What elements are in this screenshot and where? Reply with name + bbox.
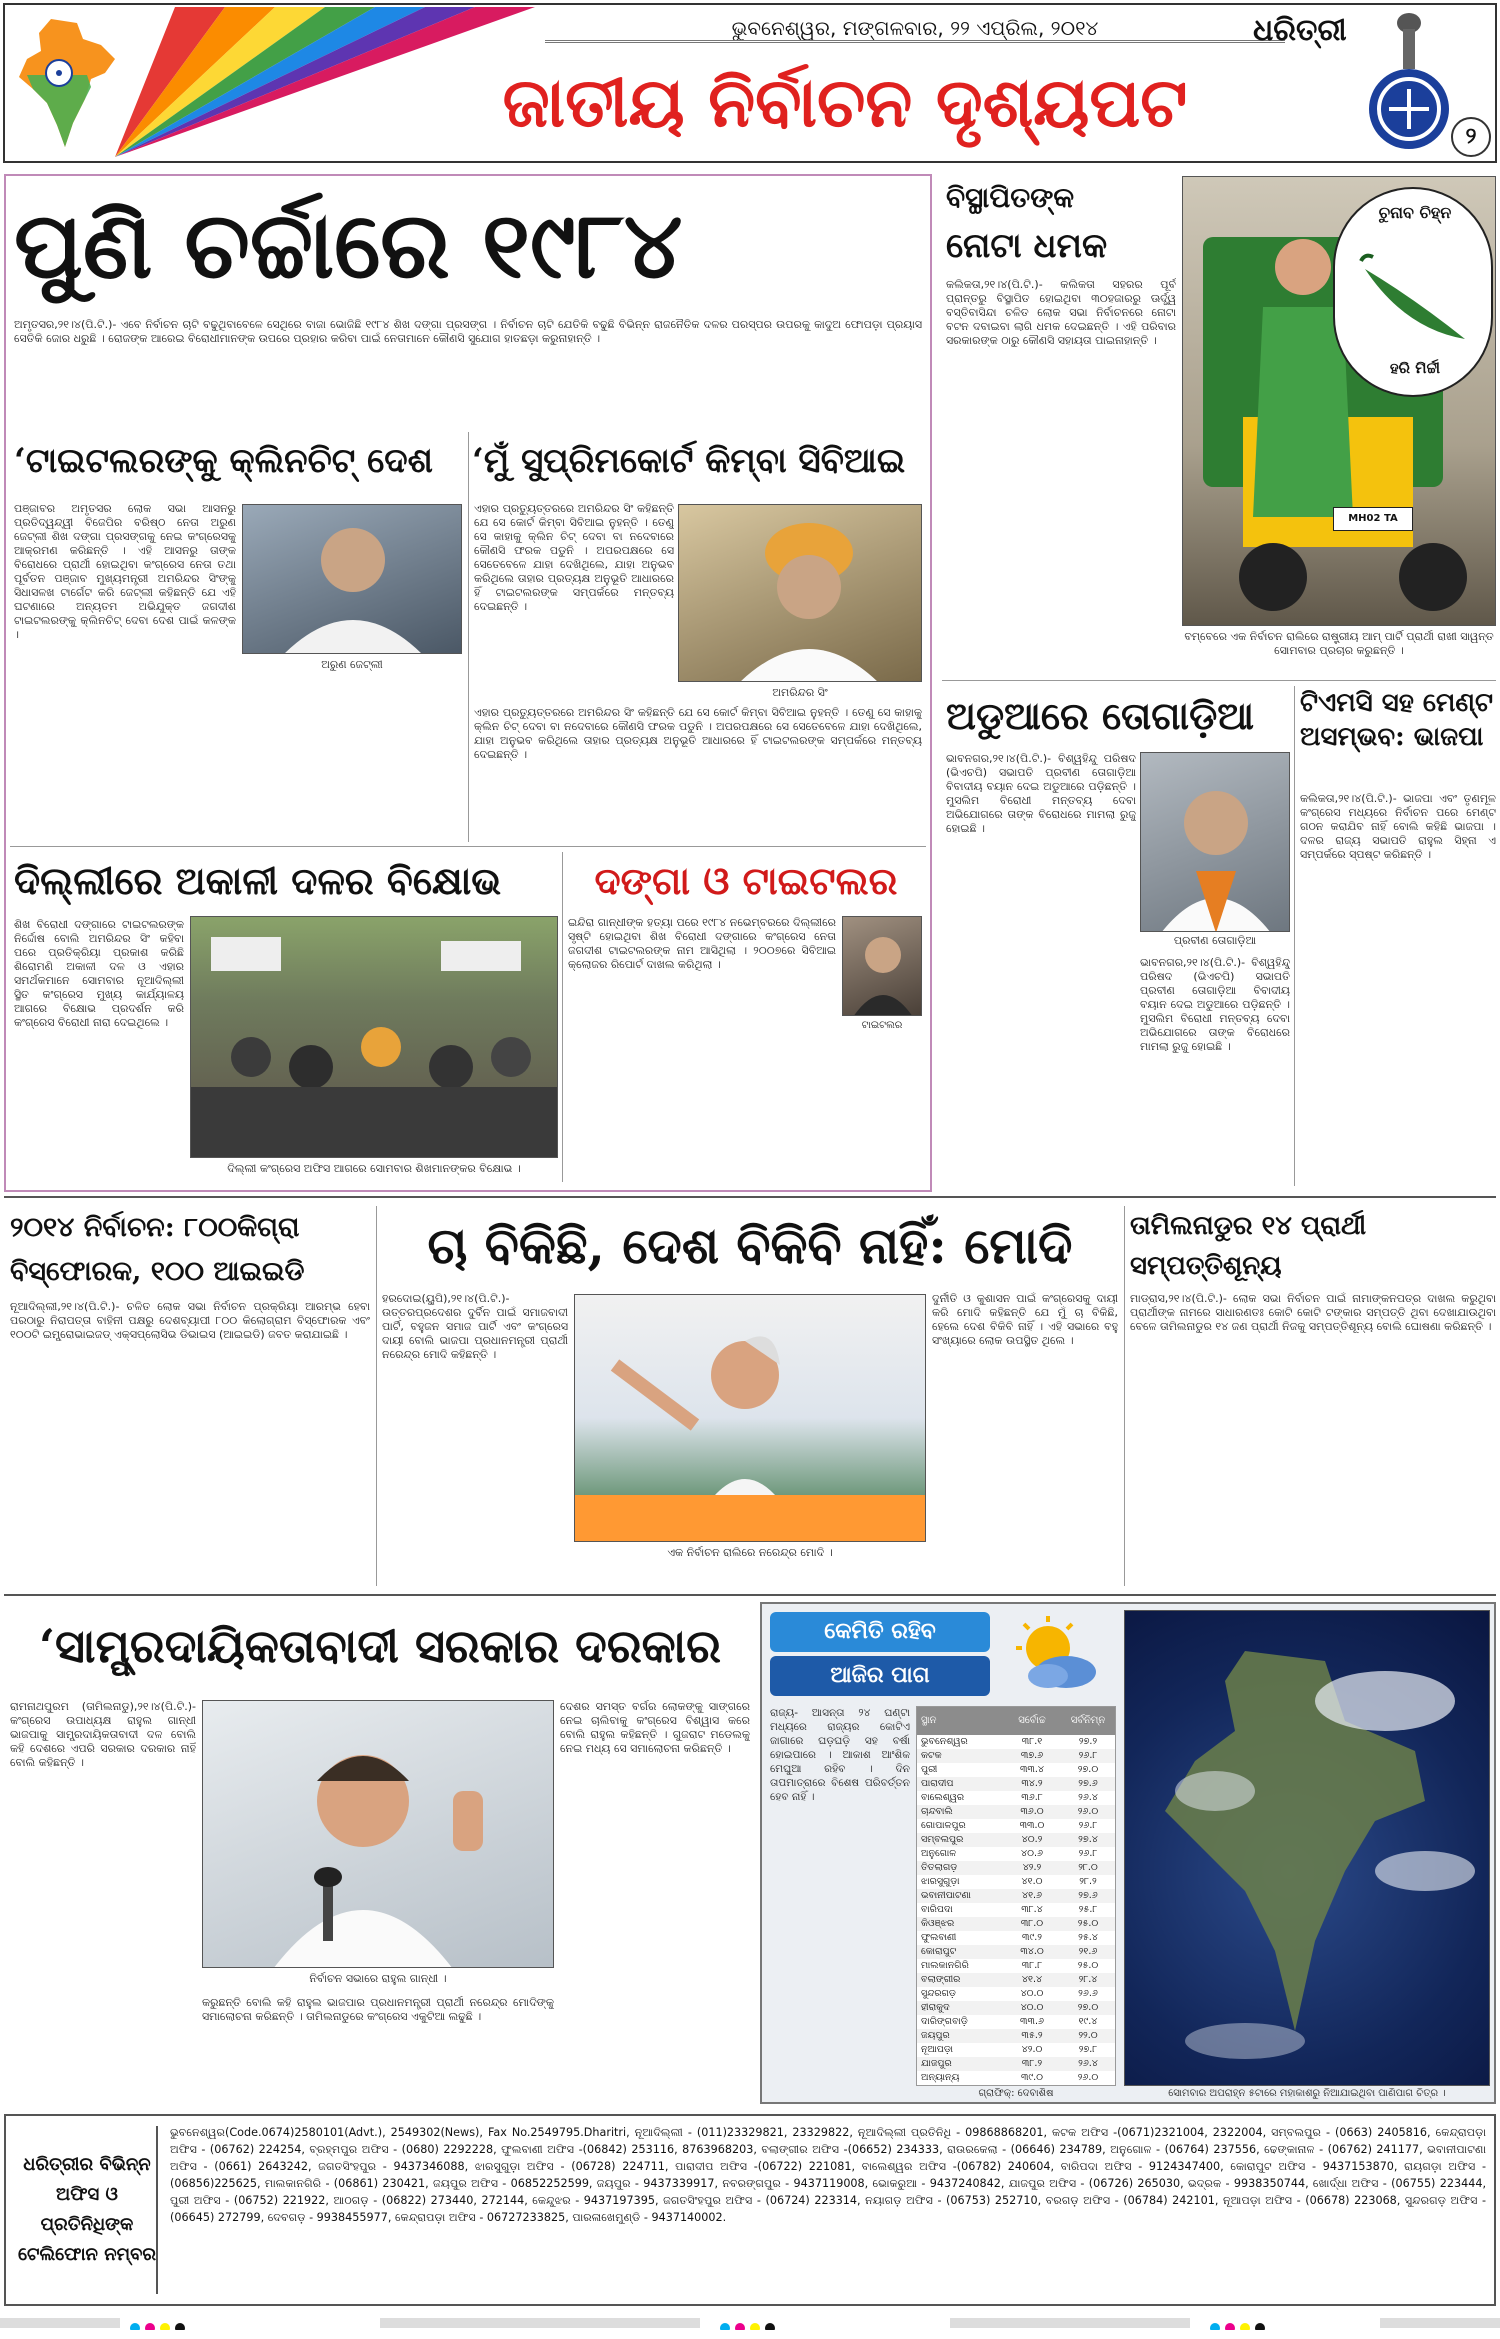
weather-table-row (917, 2015, 1116, 2029)
india-map-logo (11, 15, 123, 155)
weather-min: ୨୮.୨ (1079, 1876, 1097, 1887)
weather-table-row (917, 1931, 1116, 1945)
weather-min: ୨୭.୪ (1078, 1834, 1098, 1845)
weather-table-row (917, 1987, 1116, 2001)
togadia-body: ଭାବନଗର,୨୧।୪(ପି.ଟି.)- ବିଶ୍ୱହିନ୍ଦୁ ପରିଷଦ (ଭିଏଚପି) ସଭାପତି ପ୍ରବୀଣ ତୋଗାଡ଼ିଆ ବିବାଦୀୟ ବୟାନ ଦେଇ ଅଡୁଆରେ ପଡ଼ିଛନ୍ତି । ମୁସଲିମ ବିରୋଧୀ ମନ୍ତବ୍ୟ ଦେବା ଅଭିଯୋଗରେ ତାଙ୍କ ବିରୋଧରେ ମାମଲା ରୁଜୁ ହୋଇଛି । (946, 752, 1136, 835)
number-plate: MH02 TA (1333, 507, 1413, 531)
weather-table-row (917, 1917, 1116, 1931)
rahul-body-3: କରୁଛନ୍ତି ବୋଲି କହି ରାହୁଲ ଭାଜପାର ପ୍ରଧାନମନ୍ତ୍ରୀ ପ୍ରାର୍ଥୀ ନରେନ୍ଦ୍ର ମୋଦିଙ୍କୁ ସମାଲୋଚନା କରିଛନ୍ତି । ତାମିଲନାଡୁରେ କଂଗ୍ରେସ ଏକୁଟିଆ ଲଢୁଛି । (202, 1996, 554, 2023)
weather-min: ୨୨.୦ (1078, 2030, 1098, 2041)
print-bar (380, 2318, 700, 2328)
weather-max: ୩୮.୦ (1020, 1918, 1044, 1929)
weather-min: ୨୭.୬ (1078, 1778, 1098, 1789)
tytler-body: ଇନ୍ଦିରା ଗାନ୍ଧୀଙ୍କ ହତ୍ୟା ପରେ ୧୯୮୪ ନଭେମ୍ବରରେ ଦିଲ୍ଲୀରେ ସୃଷ୍ଟି ହୋଇଥିବା ଶିଖ ବିରୋଧୀ ଦଙ୍ଗାରେ କଂଗ୍ରେସ ନେତା ଜଗଦୀଶ ଟାଇଟଲରଙ୍କ ନାମ ଆସିଥିଲା । ୨୦୦୭ରେ ସିବିଆଇ କ୍ଲୋଜର ରିପୋର୍ଟ ଦାଖଲ କରିଥିଲା । (568, 916, 836, 971)
weather-place: ଅନ୍ୟାନ୍ୟ (921, 2072, 960, 2083)
explosives-body: ନୂଆଦିଲ୍ଲୀ,୨୧।୪(ପି.ଟି.)- ଚଳିତ ଲୋକ ସଭା ନିର୍ବାଚନ ପ୍ରକ୍ରିୟା ଆରମ୍ଭ ହେବା ପରଠାରୁ ନିରାପତ୍ତା ବାହିନୀ ପକ୍ଷରୁ ଦେଶବ୍ୟାପୀ ୮୦୦ କିଲୋଗ୍ରାମ ବିସ୍ଫୋରକ ଏବଂ ୧୦୦ଟି ଇମ୍ପ୍ରୋଭାଇଜଡ୍ ଏକ୍ସପ୍ଲୋସିଭ ଡିଭାଇସ (ଆଇଇଡି) ଜବତ କରାଯାଇଛି । (10, 1300, 370, 1341)
weather-min: ୨୬.୦ (1077, 1806, 1099, 1817)
weather-min: ୨୫.୦ (1077, 1960, 1099, 1971)
weather-table-row (917, 1749, 1116, 1763)
weather-place: ଦାରିଙ୍ଗବାଡ଼ି (921, 2016, 968, 2027)
masthead (3, 3, 1497, 163)
rahul-body-1: ରାମନାଥପୁରମ (ତାମିଲନାଡୁ),୨୧।୪(ପି.ଟି.)- କଂଗ୍ରେସ ଉପାଧ୍ୟକ୍ଷ ରାହୁଲ ଗାନ୍ଧୀ ଭାଜପାକୁ ସାମ୍ପ୍ରଦାୟିକତାବାଦୀ ଦଳ ବୋଲି କହି ଦେଶରେ ଏପରି ସରକାର ଦରକାର ନାହିଁ ବୋଲି କହିଛନ୍ତି । (10, 1700, 196, 1769)
color-dots (130, 2318, 210, 2330)
print-marks (0, 2314, 1500, 2336)
weather-table-row (917, 1819, 1116, 1833)
weather-table-row (917, 1903, 1116, 1917)
akali-protest-photo (190, 916, 558, 1158)
jaitley-headline: ‘ଟାଇଟଲରଙ୍କୁ କ୍ଲିନଚିଟ୍ ଦେଶ (14, 441, 433, 481)
weather-min: ୨୧.୬ (1078, 1946, 1098, 1957)
candidate-autorickshaw-photo (1182, 176, 1496, 626)
weather-max: ୪୦.୨ (1021, 1834, 1043, 1845)
footer-title: ଧରିତ୍ରୀର ବିଭିନ୍ନ ଅଫିସ ଓ ପ୍ରତିନିଧିଙ୍କ ଟେଲିଫୋନ ନମ୍ବର (18, 2154, 157, 2265)
weather-max: ୩୩.୪ (1019, 1764, 1045, 1775)
header-place: ସ୍ଥାନ (921, 1715, 937, 1726)
portrait-silhouette-icon (679, 505, 922, 682)
candidate-caption: ବମ୍ବେରେ ଏକ ନିର୍ବାଚନ ରାଲିରେ ରାଷ୍ଟ୍ରୀୟ ଆମ୍ ପାର୍ଟି ପ୍ରାର୍ଥୀ ରାଖୀ ସାୱନ୍ତ ସୋମବାର ପ୍ରଚାର କରୁଛନ୍ତି । (1184, 630, 1494, 657)
weather-table-row (917, 1833, 1116, 1847)
weather-place: ଭବାନୀପାଟଣା (921, 1890, 971, 1901)
rahul-caption: ନିର୍ବାଚନ ସଭାରେ ରାହୁଲ ଗାନ୍ଧୀ । (309, 1972, 447, 1985)
weather-table-row (917, 1791, 1116, 1805)
portrait-silhouette-icon (243, 505, 462, 654)
weather-max: ୩୯.୨ (1022, 1932, 1042, 1943)
weather-table-row (917, 1973, 1116, 1987)
tytler-photo (842, 916, 922, 1016)
weather-max: ୪୨.୦ (1021, 2044, 1043, 2055)
explosives-headline: ୨୦୧୪ ନିର୍ବାଚନ: ୮୦୦କିଗ୍ରା ବିସ୍ଫୋରକ, ୧୦୦ ଆଇଇଡି (10, 1212, 305, 1287)
color-dots (1210, 2318, 1290, 2330)
weather-min: ୨୭.୮ (1078, 2044, 1098, 2055)
weather-table-row (917, 2029, 1116, 2043)
footer-title-box (18, 2126, 158, 2294)
section-rule (942, 680, 1496, 681)
togadia-headline: ଅଡୁଆରେ ତୋଗାଡ଼ିଆ (946, 693, 1255, 738)
akali-headline: ଦିଲ୍ଲୀରେ ଅକାଳୀ ଦଳର ବିକ୍ଷୋଭ (14, 858, 502, 903)
page-number: ୨ (1451, 117, 1491, 157)
weather-table-row (917, 1875, 1116, 1889)
tamilnadu-body: ମାଡ୍ରାସ,୨୧।୪(ପି.ଟି.)- ଲୋକ ସଭା ନିର୍ବାଚନ ପାଇଁ ନାମାଙ୍କନପତ୍ର ଦାଖଲ କରୁଥିବା ପ୍ରାର୍ଥୀଙ୍କ ନାମରେ ସାଧାରଣତଃ କୋଟି କୋଟି ଟଙ୍କାର ସମ୍ପତ୍ତି ଥିବା ଦେଖାଯାଉଥିବା ବେଳେ ତାମିଲନାଡୁର ୧୪ ଜଣ ପ୍ରାର୍ଥୀ ନିଜକୁ ସମ୍ପତ୍ତିଶୂନ୍ୟ ବୋଲି ଘୋଷଣା କରିଛନ୍ତି । (1130, 1292, 1496, 1333)
tamilnadu-headline: ତାମିଲନାଡୁର ୧୪ ପ୍ରାର୍ଥୀ ସମ୍ପତ୍ତିଶୂନ୍ୟ (1130, 1211, 1367, 1281)
akali-body: ଶିଖ ବିରୋଧୀ ଦଙ୍ଗାରେ ଟାଇଟଲରଙ୍କ ନିର୍ଦ୍ଦୋଷ ବୋଲି ଅମରିନ୍ଦର ସିଂ କହିବା ପରେ ପ୍ରତିକ୍ରିୟା ପ୍ରକାଶ କରିଛି ଶିରୋମଣି ଅକାଳୀ ଦଳ ଓ ଏହାର ସମର୍ଥକମାନେ ସୋମବାର ନୂଆଦିଲ୍ଲୀ ସ୍ଥିତ କଂଗ୍ରେସ ମୁଖ୍ୟ କାର୍ଯ୍ୟାଳୟ ଆଗରେ ବିକ୍ଷୋଭ ପ୍ରଦର୍ଶନ କରି କଂଗ୍ରେସ ବିରୋଧୀ ନାରା ଦେଇଥିଲେ । (14, 918, 184, 1029)
tytler-caption: ଟାଇଟଲର (861, 1020, 903, 1031)
lead-headline: ପୁଣି ଚର୍ଚ୍ଚାରେ ୧୯୮୪ (14, 191, 683, 299)
rahul-headline: ‘ସାମ୍ପ୍ରଦାୟିକତାବାଦୀ ସରକାର ଦରକାର (38, 1619, 722, 1673)
weather-place: ଫୁଲବାଣୀ (921, 1932, 957, 1943)
nota-headline: ନୋଟା ଧମକ (946, 226, 1108, 266)
weather-table-row (917, 1735, 1116, 1749)
weather-min: ୨୭.୦ (1077, 2002, 1099, 2013)
weather-max: ୩୮.୪ (1021, 1904, 1043, 1915)
amarinder-headline: ‘ମୁଁ ସୁପ୍ରିମକୋର୍ଟ କିମ୍ବା ସିବିଆଇ (472, 441, 906, 481)
weather-table-row (917, 1763, 1116, 1777)
weather-max: ୪୨.୨ (1022, 1862, 1042, 1873)
weather-min: ୨୬.୪ (1078, 1792, 1098, 1803)
weather-table-row (917, 1945, 1116, 1959)
weather-text: ରାଜ୍ୟ- ଆସନ୍ତା ୨୪ ଘଣ୍ଟା ମଧ୍ୟରେ ରାଜ୍ୟର କୋଟିଏ ଜାଗାରେ ଘଡ଼ଘଡ଼ି ସହ ବର୍ଷା ହୋଇପାରେ । ଆକାଶ ଆଂଶିକ ମେଘୁଆ ରହିବ । ଦିନ ତାପମାତ୍ରାରେ ବିଶେଷ ପରିବର୍ତ୍ତନ ହେବ ନାହିଁ । (770, 1707, 910, 1803)
green-chilli-icon (1355, 239, 1475, 349)
weather-max: ୩୭.୬ (1020, 1750, 1044, 1761)
weather-place: ପାରାଦୀପ (921, 1778, 954, 1789)
weather-place: କିଓଞ୍ଝର (921, 1918, 955, 1929)
weather-place: କୋରାପୁଟ (921, 1946, 957, 1957)
weather-min: ୨୮.୦ (1078, 1862, 1098, 1873)
print-bar (0, 2318, 120, 2328)
weather-place: ସମ୍ବଲପୁର (921, 1834, 964, 1845)
weather-max: ୩୮.୮ (1021, 1960, 1043, 1971)
portrait-silhouette-icon (843, 917, 922, 1016)
weather-max: ୪୧.୬ (1021, 1890, 1043, 1901)
color-dots (720, 2318, 800, 2330)
weather-place: ବଲାଙ୍ଗୀର (921, 1974, 961, 1985)
modi-rally-photo (574, 1294, 926, 1542)
amarinder-caption: ଅମରିନ୍ଦର ସିଂ (772, 686, 828, 699)
tytler-headline: ଦଙ୍ଗା ଓ ଟାଇଟଲର (594, 858, 898, 903)
rally-speaker-icon (575, 1295, 926, 1542)
weather-place: ସୁନ୍ଦରଗଡ଼ (921, 1988, 956, 1999)
weather-place: ଝାରସୁଗୁଡ଼ା (921, 1876, 960, 1887)
graph-credit: ଗ୍ରାଫିକ୍: ଦେବାଶିଷ (978, 2088, 1054, 2099)
portrait-silhouette-icon (1141, 753, 1290, 932)
weather-place: ଜୟପୁର (921, 2030, 950, 2041)
weather-table-row (917, 2071, 1116, 2085)
sign-label: ହରି ମିର୍ଚ୍ଚୀ (1389, 359, 1441, 377)
weather-max: ୩୩.୦ (1019, 1820, 1045, 1831)
weather-max: ୪୦.୦ (1020, 1988, 1044, 1999)
rahul-body-2: ଦେଶର ସମସ୍ତ ବର୍ଗର ଲୋକଙ୍କୁ ସାଙ୍ଗରେ ନେଇ ଚାଲିବାକୁ କଂଗ୍ରେସ ବିଶ୍ୱାସ କରେ ବୋଲି ରାହୁଲ କହିଛନ୍ତି । ଗୁଜରାଟ ମଡେଲକୁ ନେଇ ମଧ୍ୟ ସେ ସମାଲୋଚନା କରିଛନ୍ତି । (560, 1700, 750, 1755)
modi-body-2: ଦୁର୍ନୀତି ଓ କୁଶାସନ ପାଇଁ କଂଗ୍ରେସକୁ ଦାୟୀ କରି ମୋଦି କହିଛନ୍ତି ଯେ ମୁଁ ଚା ବିକିଛି, ହେଲେ ଦେଶ ବିକିବି ନାହିଁ । ଏହି ସଭାରେ ବହୁ ସଂଖ୍ୟାରେ ଲୋକ ଉପସ୍ଥିତ ଥିଲେ । (932, 1292, 1118, 1347)
weather-table-row (917, 1861, 1116, 1875)
satellite-india-icon (1125, 1611, 1490, 2086)
amarinder-body: ଏହାର ପ୍ରତ୍ୟୁତ୍ତରରେ ଅମରିନ୍ଦର ସିଂ କହିଛନ୍ତି ଯେ ସେ କୋର୍ଟ କିମ୍ବା ସିବିଆଇ ନୁହନ୍ତି । ତେଣୁ ସେ କାହାକୁ କ୍ଲିନ ଚିଟ୍ ଦେବା ବା ନଦେବାରେ କୌଣସି ଫରକ ପଡୁନି । ଅପରପକ୍ଷରେ ସେ ସେତେବେଳେ ଯାହା ଦେଖିଥିଲେ, ଯାହା ଅନୁଭବ କରିଥିଲେ ତାହାର ପ୍ରତ୍ୟକ୍ଷ ଅନୁଭୂତି ଆଧାରରେ ହିଁ ଟାଇଟଲରଙ୍କ ସମ୍ପର୍କରେ ମନ୍ତବ୍ୟ ଦେଇଛନ୍ତି । (474, 502, 674, 613)
lead-intro: ଅମୃତସର,୨୧।୪(ପି.ଟି.)- ଏବେ ନିର୍ବାଚନ ଚାଟି ବଢୁଥିବାବେଳେ ସେଥିରେ ବାଜା ଭୋଜିଛି ୧୯୮୪ ଶିଖ ଦଙ୍ଗା ପ୍ରସଙ୍ଗ । ନିର୍ବାଚନ ଚାଟି ଯେତିକି ବଢୁଛି ବିଭିନ୍ନ ରାଜନୈତିକ ଦଳର ପରସ୍ପର ଉପରକୁ କାଦୁଅ ଫୋପଡ଼ା ପ୍ରୟାସ ସେତିକି ଜୋର ଧରୁଛି । ରୋଜଙ୍କ ଆରେଇ ବିରୋଧୀମାନଙ୍କ ଉପରେ ପ୍ରହାର କରିବା ପାଇଁ ନେତାମାନେ କୌଣସି ସୁଯୋଗ ହାତଛଡ଼ା କରୁନାହାନ୍ତି । (14, 318, 922, 345)
weather-title-line2: ଆଜିର ପାଗ (770, 1656, 990, 1696)
section-rule (10, 846, 926, 847)
tmc-body: କଲିକତା,୨୧।୪(ପି.ଟି.)- ଭାଜପା ଏବଂ ତୃଣମୂଳ କଂଗ୍ରେସ ମଧ୍ୟରେ ନିର୍ବାଚନ ପରେ ମେଣ୍ଟ ଗଠନ କରାଯିବ ନାହିଁ ବୋଲି କହିଛି ଭାଜପା । ଦଳର ରାଜ୍ୟ ସଭାପତି ରାହୁଲ ସିହ୍ନା ଏ ସମ୍ପର୍କରେ ସ୍ପଷ୍ଟ କରିଛନ୍ତି । (1300, 792, 1496, 861)
weather-place: ଯାଜପୁର (921, 2058, 952, 2069)
weather-max: ୩୪.୨ (1021, 1778, 1043, 1789)
weather-min: ୨୫.୦ (1077, 1918, 1099, 1929)
amarinder-body-more: ଏହାର ପ୍ରତ୍ୟୁତ୍ତରରେ ଅମରିନ୍ଦର ସିଂ କହିଛନ୍ତି ଯେ ସେ କୋର୍ଟ କିମ୍ବା ସିବିଆଇ ନୁହନ୍ତି । ତେଣୁ ସେ କାହାକୁ କ୍ଲିନ ଚିଟ୍ ଦେବା ବା ନଦେବାରେ କୌଣସି ଫରକ ପଡୁନି । ଅପରପକ୍ଷରେ ସେ ସେତେବେଳେ ଯାହା ଦେଖିଥିଲେ, ଯାହା ଅନୁଭବ କରିଥିଲେ ତାହାର ପ୍ରତ୍ୟକ୍ଷ ଅନୁଭୂତି ଆଧାରରେ ହିଁ ଟାଇଟଲରଙ୍କ ସମ୍ପର୍କରେ ମନ୍ତବ୍ୟ ଦେଇଛନ୍ତି । (474, 706, 922, 761)
weather-max: ୩୯.୦ (1020, 2072, 1044, 2083)
weather-title-box (770, 1612, 1110, 1698)
togadia-body-more: ଭାବନଗର,୨୧।୪(ପି.ଟି.)- ବିଶ୍ୱହିନ୍ଦୁ ପରିଷଦ (ଭିଏଚପି) ସଭାପତି ପ୍ରବୀଣ ତୋଗାଡ଼ିଆ ବିବାଦୀୟ ବୟାନ ଦେଇ ଅଡୁଆରେ ପଡ଼ିଛନ୍ତି । ମୁସଲିମ ବିରୋଧୀ ମନ୍ତବ୍ୟ ଦେବା ଅଭିଯୋଗରେ ତାଙ୍କ ବିରୋଧରେ ମାମଲା ରୁଜୁ ହୋଇଛି । (1140, 956, 1290, 1053)
weather-min: ୨୭.୦ (1077, 1764, 1099, 1775)
weather-max: ୪୧.୪ (1021, 1974, 1043, 1985)
weather-max: ୪୦.୦ (1020, 2002, 1044, 2013)
weather-min: ୨୭.୨ (1078, 1736, 1098, 1747)
weather-max: ୩୫.୨ (1021, 2030, 1043, 2041)
weather-max: ୩୩.୬ (1020, 2016, 1044, 2027)
weather-table-row (917, 1805, 1116, 1819)
column-rule (562, 852, 563, 1182)
sign-board (1333, 187, 1493, 397)
weather-min: ୨୬.୪ (1078, 2058, 1098, 2069)
weather-table-row (917, 2001, 1116, 2015)
amarinder-body-cont (474, 706, 922, 842)
weather-place: ହୀରାକୁଦ (921, 2002, 950, 2013)
weather-max: ୩୪.୦ (1020, 1946, 1044, 1957)
rahul-photo (202, 1700, 554, 1968)
ballot-stamp-logo (1361, 9, 1457, 159)
togadia-photo (1140, 752, 1290, 932)
togadia-caption: ପ୍ରବୀଣ ତୋଗାଡ଼ିଆ (1173, 934, 1257, 947)
weather-place: ତିତଲାଗଡ଼ (921, 1862, 958, 1873)
crowd-icon (191, 917, 558, 1158)
satellite-map (1124, 1610, 1490, 2086)
weather-max: ୩୬.୮ (1021, 1792, 1043, 1803)
weather-min: ୧୯.୪ (1078, 2016, 1098, 2027)
weather-table (916, 1706, 1116, 2086)
band-rule (4, 1594, 1496, 1596)
dateline: ଭୁବନେଶ୍ୱର, ମଙ୍ଗଳବାର, ୨୨ ଏପ୍ରିଲ, ୨୦୧୪ (731, 16, 1099, 40)
weather-table-row (917, 2043, 1116, 2057)
rahul-speaking-icon (203, 1701, 554, 1968)
modi-headline: ଚା ବିକିଛି, ଦେଶ ବିକିବି ନାହିଁ: ମୋଦି (427, 1216, 1073, 1275)
weather-table-row (917, 1777, 1116, 1791)
weather-min: ୨୬.୦ (1077, 2072, 1099, 2083)
weather-min: ୨୬.୮ (1078, 1820, 1098, 1831)
sun-cloud-icon (1002, 1614, 1102, 1694)
sign-title: ଚୁନାବ ଚିହ୍ନ (1378, 203, 1452, 222)
weather-min: ୨୬.୬ (1078, 1988, 1098, 1999)
print-bar (950, 2318, 1190, 2328)
paper-name: ଧରିତ୍ରୀ (1253, 13, 1347, 48)
togadia-body-cont (1140, 956, 1290, 1182)
jaitley-caption: ଅରୁଣ ଜେଟ୍ଲୀ (321, 658, 383, 671)
jaitley-photo (242, 504, 462, 654)
weather-min: ୨୫.୮ (1078, 1904, 1098, 1915)
weather-place: ନୂଆପଡ଼ା (921, 2044, 954, 2055)
column-rule (376, 1206, 377, 1586)
weather-table-rows (917, 1735, 1116, 2085)
weather-place: ଗୋପାଳପୁର (921, 1820, 966, 1831)
column-rule (1124, 1206, 1125, 1586)
jaitley-body: ପଞ୍ଜାବର ଅମୃତସର ଲୋକ ସଭା ଆସନରୁ ପ୍ରତିଦ୍ୱନ୍ଦ୍ୱୀ ବିଜେପିର ବରିଷ୍ଠ ନେତା ଅରୁଣ ଜେଟ୍ଲୀ ଶିଖ ଦଙ୍ଗା ପ୍ରସଙ୍ଗକୁ ନେଇ କଂଗ୍ରେସକୁ ଆକ୍ରମଣ କରିଛନ୍ତି । ଏହି ଆସନରୁ ତାଙ୍କ ବିରୋଧରେ ପ୍ରାର୍ଥୀ ହୋଇଥିବା କଂଗ୍ରେସ ନେତା ତଥା ପୂର୍ବତନ ପଞ୍ଜାବ ମୁଖ୍ୟମନ୍ତ୍ରୀ ଅମରିନ୍ଦର ସିଂଙ୍କୁ ସିଧାସଳଖ ଟାର୍ଗେଟ କରି ଜେଟ୍ଲୀ କହିଛନ୍ତି ଯେ ଏହି ଘଟଣାରେ ଅନ୍ୟତମ ଅଭିଯୁକ୍ତ ଜଗଦୀଶ ଟାଇଟଲରଙ୍କୁ କ୍ଲିନଚିଟ୍ ଦେବା ଦେଶ ପାଇଁ କଳଙ୍କ । (14, 502, 236, 641)
weather-table-header (917, 1707, 1116, 1735)
weather-place: ବାଲେଶ୍ୱର (921, 1792, 965, 1803)
weather-place: ଭୁବନେଶ୍ୱର (921, 1736, 968, 1747)
weather-place: ଚାନ୍ଦବାଲି (921, 1806, 953, 1817)
weather-place: ପୁରୀ (921, 1764, 938, 1775)
header-max: ସର୍ବୋଚ୍ଚ (1018, 1715, 1046, 1726)
weather-title-line1: କେମିତି ରହିବ (770, 1612, 990, 1652)
weather-place: କଟକ (921, 1750, 942, 1761)
column-rule (468, 432, 469, 842)
weather-max: ୩୮.୧ (1021, 1736, 1043, 1747)
weather-min: ୨୬.୮ (1078, 1848, 1098, 1859)
modi-body-1: ହରଦୋଇ(ୟୁପି),୨୧।୪(ପି.ଟି.)- ଉତ୍ତରପ୍ରଦେଶର ଦୁର୍ବିନ ପାଇଁ ସମାଜବାଦୀ ପାର୍ଟି, ବହୁଜନ ସମାଜ ପାର୍ଟି ଏବଂ କଂଗ୍ରେସ ଦାୟୀ ବୋଲି ଭାଜପା ପ୍ରଧାନମନ୍ତ୍ରୀ ପ୍ରାର୍ଥୀ ନରେନ୍ଦ୍ର ମୋଦି କହିଛନ୍ତି । (382, 1292, 568, 1361)
amarinder-photo (678, 504, 922, 682)
weather-table-row (917, 1847, 1116, 1861)
dateline-bar (545, 13, 1285, 43)
weather-max: ୪୧.୦ (1021, 1876, 1043, 1887)
weather-place: ଅନୁଗୋଳ (921, 1848, 957, 1859)
nota-kicker: ବିସ୍ଥାପିତଙ୍କ (946, 181, 1075, 214)
weather-max: ୪୦.୬ (1021, 1848, 1043, 1859)
weather-max: ୩୮.୨ (1021, 2058, 1043, 2069)
weather-place: ବାରିପଦା (921, 1904, 953, 1915)
section-title: ଜାତୀୟ ନିର୍ବାଚନ ଦୃଶ୍ୟପଟ (502, 63, 1188, 143)
weather-table-row (917, 1889, 1116, 1903)
weather-place: ମାଲକାନଗିରି (921, 1960, 969, 1971)
weather-table-row (917, 2057, 1116, 2071)
footer-contacts: ଭୁବନେଶ୍ୱର(Code.0674)2580101(Advt.), 2549302(News), Fax No.2549795.Dharitri, ନୂଆଦିଲ୍ଲୀ - (011)23329821, 23329822, ନୂଆଦିଲ୍ଲୀ ପ୍ରତିନିଧି - 09868868201, କଟକ ଅଫିସ -(0671)2321004, 2322004, ସମ୍ବଲପୁର - (0663) 2405816, କେନ୍ଦ୍ରାପଡ଼ା ଅଫିସ - (06762) 224254, ବ୍ରହ୍ମପୁର ଅଫିସ - (0680) 2292228, ଫୁଲବାଣୀ ଅଫିସ -(06842) 253116, 8763968203, ବଲାଙ୍ଗୀର ଅଫିସ -(06652) 234333, ରାଉରକେଲା - (06646) 234789, ଅନୁଗୋଳ - (06764) 237556, ଢେଙ୍କାନାଳ - (06762) 241177, ଭବାନୀପାଟଣା ଅଫିସ - (0661) 2643242, ଜଗତସିଂହପୁର - 9437346088, ଝାରସୁଗୁଡ଼ା ଅଫିସ - (06728) 224711, ପାରାଦୀପ ଅଫିସ -(06722) 221081, ବାଲେଶ୍ୱର ଅଫିସ -(06782) 240604, ବାରିପଦା ଅଫିସ - 9124347400, କୋରାପୁଟ ଅଫିସ - 9437153870, ରାୟଗଡ଼ା ଅଫିସ - (06856)225625, ମାଲକାନଗିରି - (06861) 230421, ଜୟପୁର ଅଫିସ - 06852252599, ଜୟପୁର - 9437339917, ନବରଙ୍ଗପୁର - 9437119008, ଭୋକରୁଆ - 9437240842, ଯାଜପୁର ଅଫିସ - (06726) 265030, ଭଦ୍ରକ - 9938350744, ଖୋର୍ଦ୍ଧା ଅଫିସ - (06755) 223444, ପୁରୀ ଅଫିସ - (06752) 221922, ଆଠଗଡ଼ - (06822) 273440, 272144, କେନ୍ଦୁଝର - 9437197395, ଜଗତସିଂହପୁର ଅଫିସ - (06724) 223314, ନୟାଗଡ଼ ଅଫିସ - (06753) 252710, ବରଗଡ଼ ଅଫିସ - (06784) 242101, ନୂଆପଡ଼ା ଅଫିସ - (06678) 223068, ସୁନ୍ଦରଗଡ଼ ଅଫିସ - (06645) 272799, ଦେବଗଡ଼ - 9938455977, କେନ୍ଦ୍ରାପଡ଼ା ଅଫିସ - 06727233825, ପାରଳାଖେମୁଣ୍ଡି - 9437140002. (170, 2126, 1486, 2224)
header-min: ସର୍ବନିମ୍ନ (1070, 1715, 1106, 1726)
nota-body: କଲିକତା,୨୧।୪(ପି.ଟି.)- କଲିକତା ସହରର ପୂର୍ବ ପ୍ରାନ୍ତରୁ ବିସ୍ଥାପିତ ହୋଇଥିବା ୩୦ହଜାରରୁ ଊର୍ଦ୍ଧ୍ୱ ବସ୍ତିବାସିନ୍ଦା ଚଳିତ ଲୋକ ସଭା ନିର୍ବାଚନରେ ନୋଟା ବଟନ ଦବାଇବା ଲାଗି ଧମକ ଦେଇଛନ୍ତି । ଏହି ପରିବାର ସରକାରଙ୍କ ଠାରୁ କୌଣସି ସହାୟତା ପାଇନାହାନ୍ତି । (946, 278, 1176, 347)
satellite-caption: ସୋମବାର ଅପରାହ୍ନ ୫ଟାରେ ମହାକାଶରୁ ନିଆଯାଇଥିବା ପାଣିପାଗ ଚିତ୍ର । (1168, 2088, 1446, 2099)
weather-max: ୩୬.୦ (1020, 1806, 1044, 1817)
print-bar (1380, 2318, 1500, 2328)
band-rule (4, 1196, 1496, 1198)
weather-min: ୨୬.୮ (1078, 1750, 1098, 1761)
weather-table-row (917, 1959, 1116, 1973)
akali-caption: ଦିଲ୍ଲୀ କଂଗ୍ରେସ ଅଫିସ ଆଗରେ ସୋମବାର ଶିଖମାନଙ୍କର ବିକ୍ଷୋଭ । (227, 1162, 521, 1175)
modi-caption: ଏକ ନିର୍ବାଚନ ରାଲିରେ ନରେନ୍ଦ୍ର ମୋଦି । (667, 1546, 833, 1559)
tmc-headline: ଟିଏମସି ସହ ମେଣ୍ଟ ଅସମ୍ଭବ: ଭାଜପା (1300, 688, 1494, 752)
column-rule (1294, 686, 1295, 1186)
weather-min: ୨୫.୪ (1078, 1932, 1098, 1943)
weather-min: ୨୮.୪ (1078, 1974, 1098, 1985)
weather-min: ୨୭.୬ (1078, 1890, 1098, 1901)
